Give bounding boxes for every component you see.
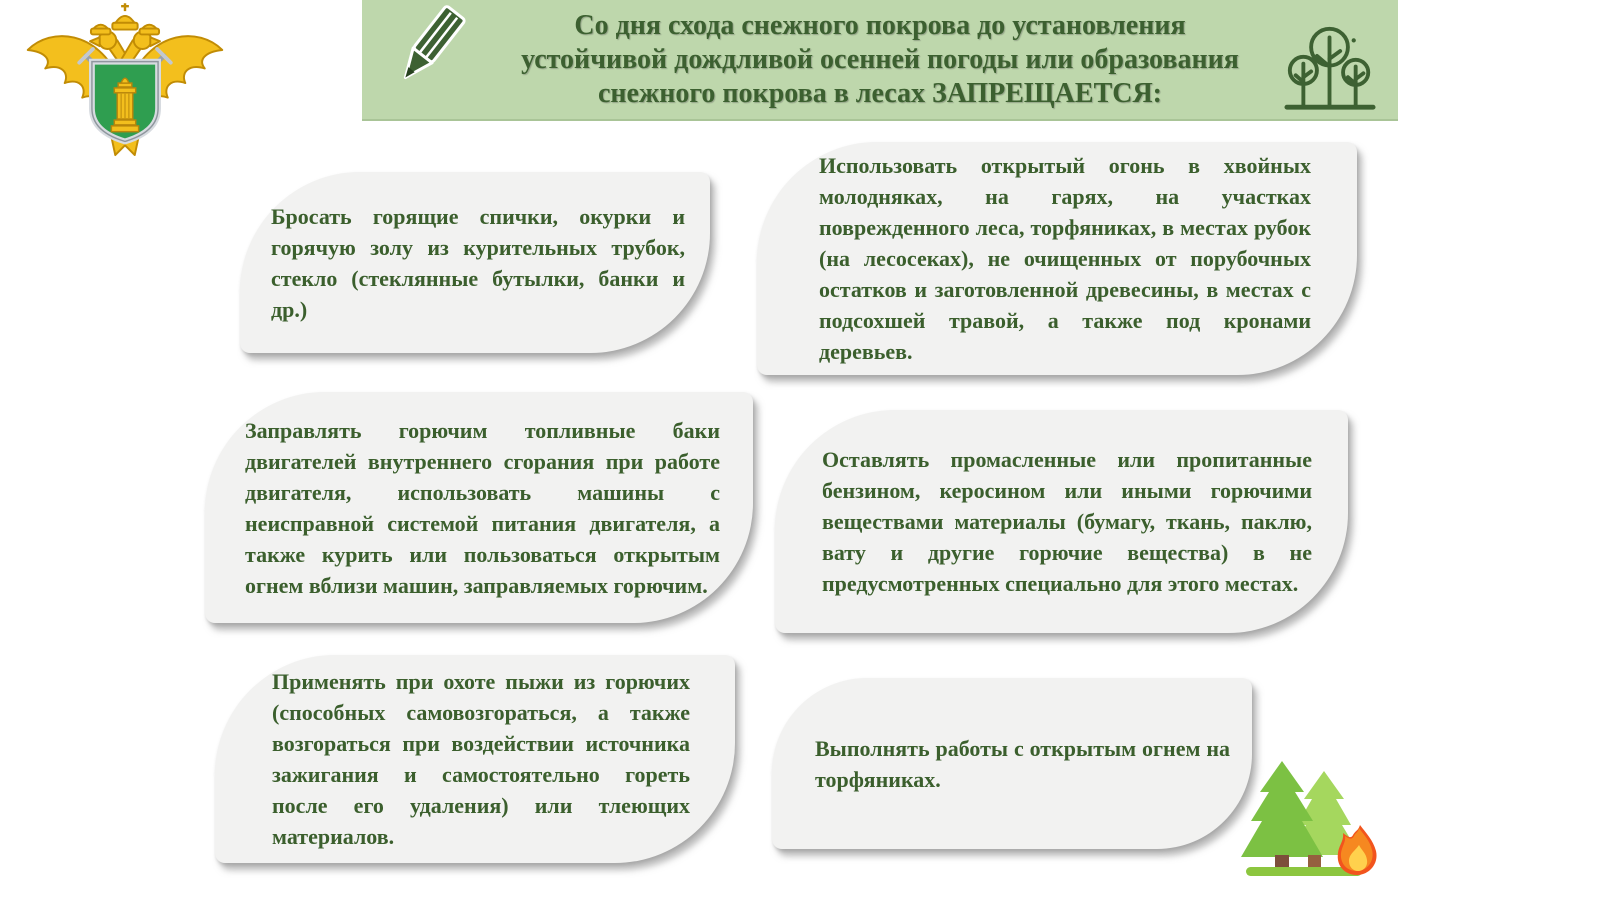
page-title-line-3: снежного покрова в лесах ЗАПРЕЩАЕТСЯ: (597, 77, 1163, 109)
rule-card-text: Выполнять работы с открытым огнем на торфяниках. (815, 735, 1230, 792)
forest-fire-icon (1238, 757, 1388, 879)
rule-card-text: Заправлять горючим топливные баки двигателей внутреннего сгорания при работе двигателя, использовать машины с неисправной системой питания двигателя, а также курить или пользоваться открытым огнем вблизи машин, заправляемых горючим. (245, 417, 720, 598)
rule-card-open-fire (757, 142, 1357, 375)
page-title (460, 9, 1300, 111)
rule-card-matches (240, 172, 710, 353)
rule-card-hunting-wads (215, 655, 735, 863)
rule-card-refueling (205, 392, 753, 623)
header-banner (362, 0, 1398, 121)
rule-card-text: Бросать горящие спички, окурки и горячую золу из курительных трубок, стекло (стеклянные бутылки, банки и др.) (271, 203, 685, 322)
prosecutor-emblem (18, 0, 232, 170)
page-title-line-1: Со дня схода снежного покрова до установления (574, 9, 1186, 41)
rule-card-text: Оставлять промасленные или пропитанные бензином, керосином или иными горючими веществами материалы (бумагу, ткань, паклю, вату и другие горючие вещества) в не предусмотренных специально для этого местах. (822, 447, 1312, 596)
prosecutor-emblem-icon (18, 0, 232, 170)
forest-trees-icon (1284, 22, 1376, 114)
rule-card-peat-bogs (772, 678, 1252, 849)
rule-card-oily-materials (775, 410, 1348, 633)
pencil-icon (390, 0, 470, 95)
page-title-line-2: устойчивой дождливой осенней погоды или образования (521, 43, 1239, 75)
rule-card-text: Использовать открытый огонь в хвойных молодняках, на гарях, на участках поврежденного леса, торфяниках, в местах рубок (на лесосеках), не очищенных от порубочных остатков и заготовленной древесины, в местах с подсохшей травой, а также под кронами деревьев. (819, 153, 1311, 364)
rule-card-text: Применять при охоте пыжи из горючих (способных самовозгораться, а также возгораться при воздействии источника зажигания и самостоятельно гореть после его удаления) или тлеющих материалов. (272, 669, 690, 849)
